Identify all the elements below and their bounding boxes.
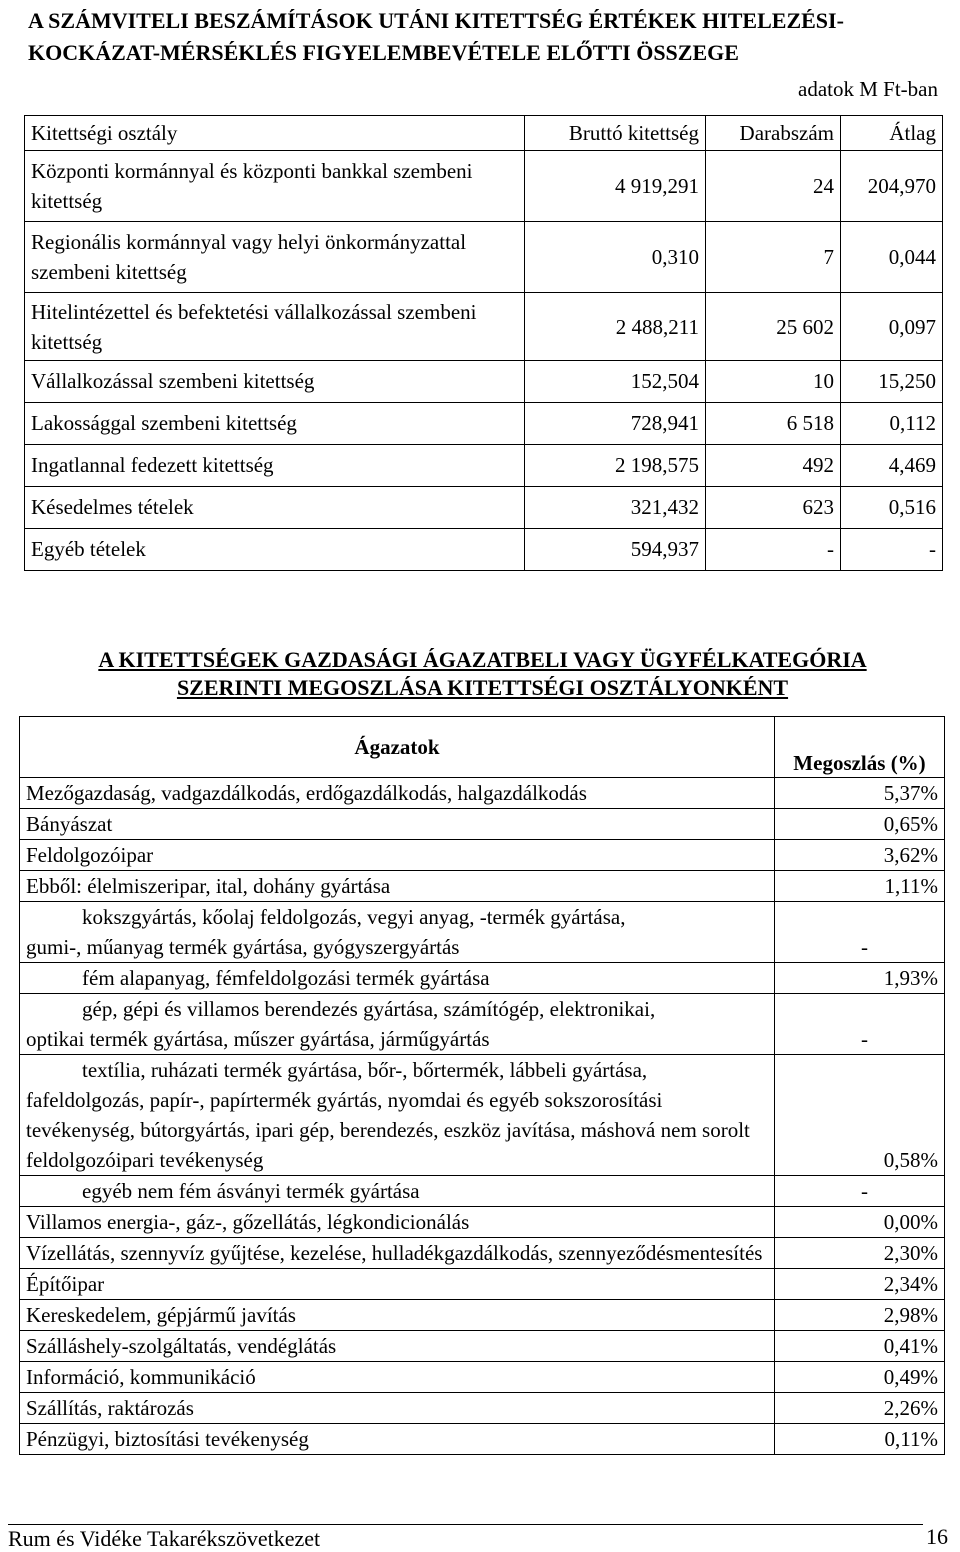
sector-label-first: textília, ruházati termék gyártása, bőr-, bőrtermék, lábbeli gyártása, xyxy=(82,1058,648,1082)
row-label: Egyéb tételek xyxy=(25,529,525,571)
sector-label: Villamos energia-, gáz-, gőzellátás, légkondicionálás xyxy=(20,1207,775,1238)
sector-label xyxy=(20,1176,775,1207)
table-row xyxy=(20,1207,945,1238)
sector-share: 0,41% xyxy=(775,1331,945,1362)
section2-title-line2: SZERINTI MEGOSZLÁSA KITETTSÉGI OSZTÁLYONKÉNT xyxy=(176,675,789,700)
sector-share: - xyxy=(775,902,945,963)
sector-distribution-table xyxy=(19,716,945,1455)
table-row xyxy=(20,1055,945,1176)
table-row xyxy=(20,1238,945,1269)
table-header-row xyxy=(20,717,945,778)
row-average: 4,469 xyxy=(841,445,943,487)
sector-label-first: kokszgyártás, kőolaj feldolgozás, vegyi anyag, -termék gyártása, xyxy=(82,905,626,929)
sector-share: 0,65% xyxy=(775,809,945,840)
section1-title: A SZÁMVITELI BESZÁMÍTÁSOK UTÁNI KITETTSÉG ÉRTÉKEK HITELEZÉSI-KOCKÁZAT-MÉRSÉKLÉS FIGYELEMBEVÉTELE ELŐTTI ÖSSZEGE xyxy=(28,8,844,65)
table-row xyxy=(20,994,945,1055)
sector-share: 1,93% xyxy=(775,963,945,994)
row-gross: 728,941 xyxy=(525,403,706,445)
row-average: - xyxy=(841,529,943,571)
table-row xyxy=(25,222,943,293)
table-row xyxy=(20,902,945,963)
sector-share: 2,34% xyxy=(775,1269,945,1300)
sector-label: Építőipar xyxy=(20,1269,775,1300)
sector-share: - xyxy=(775,1176,945,1207)
sector-label: Ebből: élelmiszeripar, ital, dohány gyártása xyxy=(20,871,775,902)
table-row xyxy=(20,1176,945,1207)
table-row xyxy=(25,403,943,445)
table-row xyxy=(25,361,943,403)
table-row xyxy=(25,445,943,487)
table-row xyxy=(20,1362,945,1393)
sector-share: 2,26% xyxy=(775,1393,945,1424)
exposure-table xyxy=(24,115,943,571)
row-label: Ingatlannal fedezett kitettség xyxy=(25,445,525,487)
sector-share: 0,49% xyxy=(775,1362,945,1393)
table-row xyxy=(25,293,943,361)
row-label: Lakossággal szembeni kitettség xyxy=(25,403,525,445)
unit-note: adatok M Ft-ban xyxy=(798,77,938,101)
footer-divider xyxy=(8,1524,923,1525)
sector-share: 0,11% xyxy=(775,1424,945,1455)
sector-label: Információ, kommunikáció xyxy=(20,1362,775,1393)
row-gross: 321,432 xyxy=(525,487,706,529)
row-gross: 2 198,575 xyxy=(525,445,706,487)
header-count: Darabszám xyxy=(706,116,841,151)
row-count: 623 xyxy=(706,487,841,529)
section2-title-line1: A KITETTSÉGEK GAZDASÁGI ÁGAZATBELI VAGY ÜGYFÉLKATEGÓRIA xyxy=(98,647,867,672)
row-average: 0,516 xyxy=(841,487,943,529)
header-sectors: Ágazatok xyxy=(20,717,775,778)
table-row xyxy=(20,871,945,902)
header-average: Átlag xyxy=(841,116,943,151)
row-count: 7 xyxy=(706,222,841,293)
row-label: Központi kormánnyal és központi bankkal szembeni kitettség xyxy=(25,151,525,222)
table-row xyxy=(25,151,943,222)
table-row xyxy=(20,778,945,809)
table-row xyxy=(20,1331,945,1362)
row-count: 24 xyxy=(706,151,841,222)
row-label: Hitelintézettel és befektetési vállalkozással szembeni kitettség xyxy=(25,293,525,361)
header-gross-exposure: Bruttó kitettség xyxy=(525,116,706,151)
sector-label: Kereskedelem, gépjármű javítás xyxy=(20,1300,775,1331)
sector-share: 2,98% xyxy=(775,1300,945,1331)
row-count: - xyxy=(706,529,841,571)
table-row xyxy=(20,1269,945,1300)
sector-label xyxy=(20,902,775,963)
table-row xyxy=(25,529,943,571)
sector-label-rest: fafeldolgozás, papír-, papírtermék gyártás, nyomdai és egyéb sokszorosítási tevékenység, bútorgyártás, ipari gép, berendezés, eszköz javítása, máshová nem sorolt feldolgozóipari tevékenység xyxy=(26,1088,750,1172)
table-row xyxy=(20,840,945,871)
row-average: 0,044 xyxy=(841,222,943,293)
table-row xyxy=(20,963,945,994)
sector-label-first: gép, gépi és villamos berendezés gyártása, számítógép, elektronikai, xyxy=(82,997,656,1021)
row-gross: 0,310 xyxy=(525,222,706,293)
row-count: 492 xyxy=(706,445,841,487)
table-row xyxy=(20,1393,945,1424)
row-average: 15,250 xyxy=(841,361,943,403)
sector-label-first: fém alapanyag, fémfeldolgozási termék gyártása xyxy=(82,966,490,990)
sector-share: 0,58% xyxy=(775,1055,945,1176)
sector-label xyxy=(20,994,775,1055)
sector-label: Feldolgozóipar xyxy=(20,840,775,871)
table-row xyxy=(20,1300,945,1331)
row-count: 6 518 xyxy=(706,403,841,445)
table-row xyxy=(20,1424,945,1455)
sector-share: 0,00% xyxy=(775,1207,945,1238)
sector-label: Bányászat xyxy=(20,809,775,840)
sector-label-rest: optikai termék gyártása, műszer gyártása, járműgyártás xyxy=(26,1027,490,1051)
row-count: 10 xyxy=(706,361,841,403)
sector-label: Pénzügyi, biztosítási tevékenység xyxy=(20,1424,775,1455)
table-header-row xyxy=(25,116,943,151)
sector-label: Vízellátás, szennyvíz gyűjtése, kezelése, hulladékgazdálkodás, szennyeződésmentesítés xyxy=(20,1238,775,1269)
sector-label-first: egyéb nem fém ásványi termék gyártása xyxy=(82,1179,420,1203)
sector-label-rest: gumi-, műanyag termék gyártása, gyógyszergyártás xyxy=(26,935,460,959)
row-gross: 2 488,211 xyxy=(525,293,706,361)
section2-title xyxy=(20,646,945,702)
row-label: Késedelmes tételek xyxy=(25,487,525,529)
table-row xyxy=(25,487,943,529)
sector-share: - xyxy=(775,994,945,1055)
sector-share: 2,30% xyxy=(775,1238,945,1269)
row-label: Regionális kormánnyal vagy helyi önkormányzattal szembeni kitettség xyxy=(25,222,525,293)
row-gross: 594,937 xyxy=(525,529,706,571)
row-gross: 152,504 xyxy=(525,361,706,403)
footer-institution: Rum és Vidéke Takarékszövetkezet xyxy=(8,1526,321,1551)
sector-label: Szálláshely-szolgáltatás, vendéglátás xyxy=(20,1331,775,1362)
table-row xyxy=(20,809,945,840)
sector-label: Szállítás, raktározás xyxy=(20,1393,775,1424)
header-exposure-class: Kitettségi osztály xyxy=(25,116,525,151)
sector-label xyxy=(20,963,775,994)
sector-label xyxy=(20,1055,775,1176)
row-average: 0,112 xyxy=(841,403,943,445)
sector-share: 1,11% xyxy=(775,871,945,902)
row-gross: 4 919,291 xyxy=(525,151,706,222)
sector-share: 5,37% xyxy=(775,778,945,809)
row-count: 25 602 xyxy=(706,293,841,361)
row-label: Vállalkozással szembeni kitettség xyxy=(25,361,525,403)
row-average: 204,970 xyxy=(841,151,943,222)
header-share: Megoszlás (%) xyxy=(775,717,945,778)
sector-share: 3,62% xyxy=(775,840,945,871)
row-average: 0,097 xyxy=(841,293,943,361)
page-number: 16 xyxy=(926,1524,948,1549)
sector-label: Mezőgazdaság, vadgazdálkodás, erdőgazdálkodás, halgazdálkodás xyxy=(20,778,775,809)
